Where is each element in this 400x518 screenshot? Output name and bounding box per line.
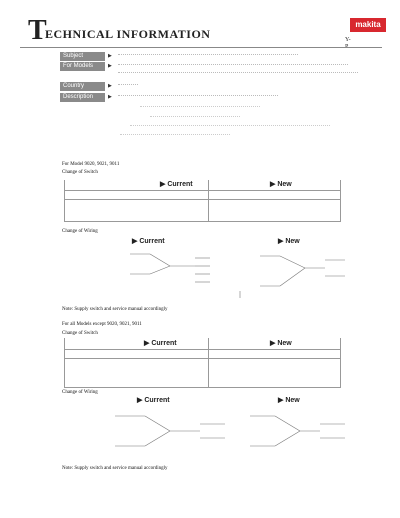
description-line-4	[130, 125, 330, 126]
subject-arrow-icon: ▶	[108, 54, 112, 59]
table2-right-border	[340, 338, 341, 388]
table2-row-divider-2	[64, 358, 341, 359]
table1-left-border	[64, 180, 65, 222]
description-line-5	[120, 134, 230, 135]
table1-row-divider	[64, 190, 341, 191]
description-text	[118, 95, 278, 96]
section2-switch-label: Change of Switch	[62, 331, 98, 336]
section2-current-heading: ▶ Current	[144, 340, 177, 347]
table1-bottom-border	[64, 221, 341, 222]
models-text-2	[118, 72, 358, 73]
page-title: ECHNICAL INFORMATION	[45, 27, 211, 41]
table1-mid-border	[208, 180, 209, 222]
section1-wiring-current-heading: ▶ Current	[132, 238, 165, 245]
section1-title: For Model 9020, 9021, 9011	[62, 162, 120, 167]
description-arrow-icon: ▶	[108, 95, 112, 100]
description-label: Description	[60, 93, 105, 102]
description-line-2	[140, 106, 260, 107]
section2-wiring-new-heading: ▶ New	[278, 397, 300, 404]
country-text	[118, 84, 138, 85]
table2-left-border	[64, 338, 65, 388]
country-label: Country	[60, 82, 105, 91]
section2-wiring-label: Change of Wiring	[62, 390, 98, 395]
section1-wiring-diagram	[60, 246, 360, 302]
subject-label: Subject	[60, 52, 105, 61]
section1-switch-label: Change of Switch	[62, 170, 98, 175]
table2-mid-border	[208, 338, 209, 388]
table1-right-border	[340, 180, 341, 222]
models-text	[118, 64, 348, 65]
section1-wiring-label: Change of Wiring	[62, 229, 98, 234]
subject-text	[118, 54, 298, 55]
section2-note: Note: Supply switch and service manual accordingly	[62, 466, 168, 471]
section2-wiring-diagram	[60, 406, 360, 456]
country-arrow-icon: ▶	[108, 84, 112, 89]
reference-number: Y-	[345, 37, 351, 43]
models-arrow-icon: ▶	[108, 64, 112, 69]
section1-note: Note: Supply switch and service manual accordingly	[62, 307, 168, 312]
table2-bottom-border	[64, 387, 341, 388]
description-line-3	[150, 116, 240, 117]
section1-wiring-new-heading: ▶ New	[278, 238, 300, 245]
section1-current-heading: ▶ Current	[160, 181, 193, 188]
section2-wiring-current-heading: ▶ Current	[137, 397, 170, 404]
section2-title: For all Models except 9020, 9021, 9011	[62, 322, 142, 327]
table2-row-divider	[64, 349, 341, 350]
models-label: For Models	[60, 62, 105, 71]
header-divider	[20, 47, 382, 48]
section1-new-heading: ▶ New	[270, 181, 292, 188]
section2-new-heading: ▶ New	[270, 340, 292, 347]
brand-logo: makita	[350, 18, 386, 32]
title-initial: T	[28, 15, 47, 46]
table1-row-divider-2	[64, 199, 341, 200]
